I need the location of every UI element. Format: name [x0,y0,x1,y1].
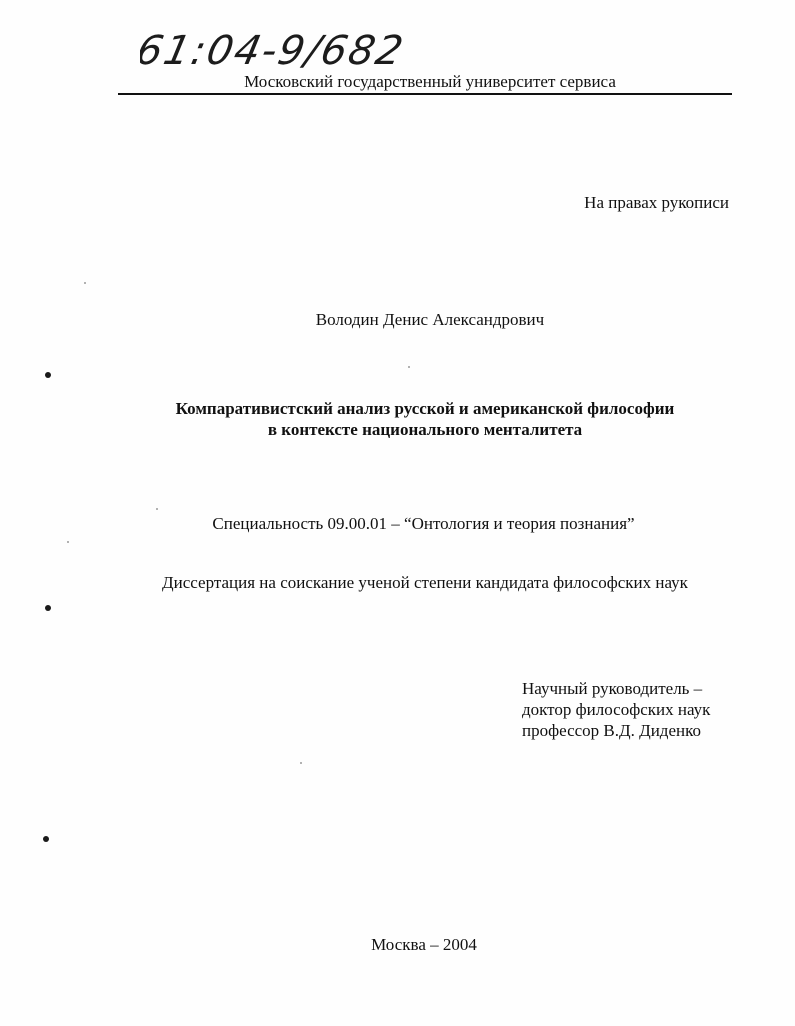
punch-hole-mark [45,605,51,611]
dissertation-title [0,398,795,440]
supervisor-line-3: профессор В.Д. Диденко [522,721,701,740]
city-year: Москва – 2004 [371,935,477,954]
supervisor-line-2: доктор философских наук [522,700,711,719]
scan-speck [84,282,86,284]
scan-speck [156,508,158,510]
catalog-number-text: 61:04-9/682 [140,26,410,74]
author-name: Володин Денис Александрович [315,310,545,329]
scan-speck [408,366,410,368]
punch-hole-mark [45,372,51,378]
title-line-2: в контексте национального менталитета [267,420,583,439]
manuscript-note: На правах рукописи [584,193,729,212]
header-rule [118,93,732,95]
scan-speck [300,762,302,764]
specialty: Специальность 09.00.01 – “Онтология и теория познания” [212,514,635,533]
supervisor-block [522,678,710,741]
university-name: Московский государственный университет сервиса [244,72,616,91]
supervisor-line-1: Научный руководитель – [522,679,703,698]
scan-speck [67,541,69,543]
punch-hole-mark [43,836,49,842]
handwritten-catalog-number [140,18,430,78]
degree-statement: Диссертация на соискание ученой степени кандидата философских наук [162,573,688,592]
title-line-1: Компаративистский анализ русской и американской философии [175,399,675,418]
